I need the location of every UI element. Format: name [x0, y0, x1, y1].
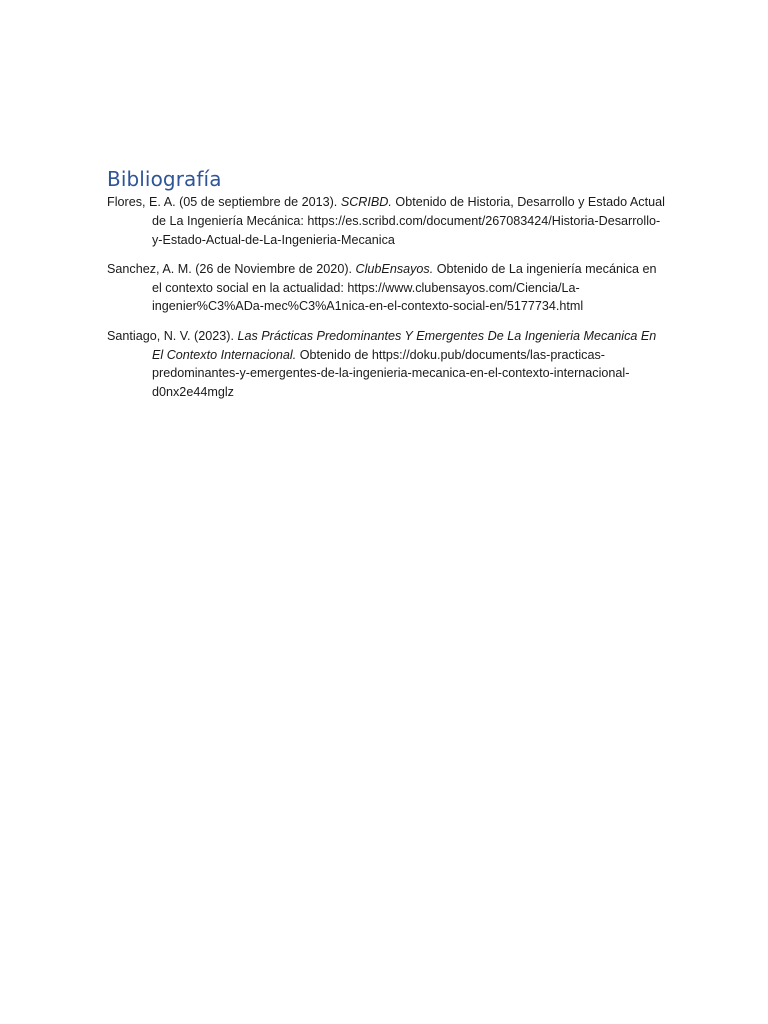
entry-source-details: Obtenido de La ingeniería mecánica en el contexto social en la actualidad: https://www.clubensayos.com/Ciencia/La-ingenier%C3%ADa-mec%C3%A1nica-en-el-contexto-social-en/5177734.html — [152, 261, 657, 314]
entry-source-title: ClubEnsayos. — [355, 261, 434, 276]
entry-author-date: Sanchez, A. M. (26 de Noviembre de 2020). — [107, 261, 353, 276]
entry-author-date: Santiago, N. V. (2023). — [107, 328, 234, 343]
entry-source-title: SCRIBD. — [340, 195, 392, 209]
entry-source-details: Obtenido de Historia, Desarrollo y Estado Actual de La Ingeniería Mecánica: https://es.scribd.com/document/267083424/Historia-Desarrollo-y-Estado-Actual-de-La-Ingenieria-Mecanica — [152, 195, 665, 247]
entry-author-date: Flores, E. A. (05 de septiembre de 2013). — [107, 195, 338, 209]
bibliography-heading: Bibliografía — [107, 167, 222, 191]
entry-source-details: Obtenido de https://doku.pub/documents/las-practicas-predominantes-y-emergentes-de-la-ingenieria-mecanica-en-el-contexto-internacional-d0nx2e44mglz — [152, 347, 630, 400]
entry-source-title: Las Prácticas Predominantes Y Emergentes De La Ingenieria Mecanica En El Contexto Internacional. — [152, 328, 657, 362]
bibliography-entry — [107, 260, 667, 316]
bibliography-entry — [107, 193, 667, 249]
bibliography-entry — [107, 327, 667, 402]
bibliography-list — [107, 193, 667, 412]
